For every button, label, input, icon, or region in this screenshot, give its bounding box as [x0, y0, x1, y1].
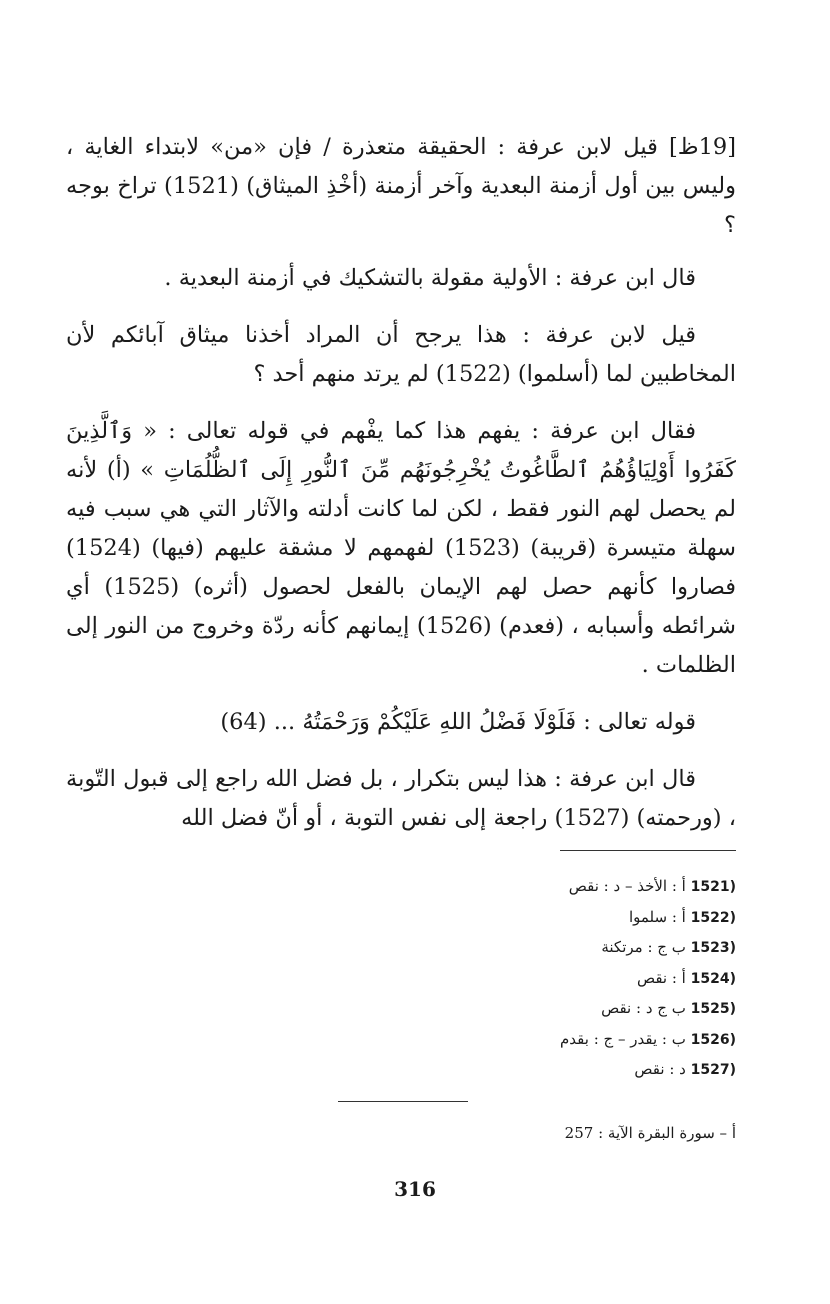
footnote-text: ب : يقدر – ج : بقدم — [560, 1029, 686, 1048]
paragraph-3: قيل لابن عرفة : هذا يرجح أن المراد أخذنا ميثاق آبائكم لأن المخاطبين لما (أسلموا) (1522) لم يرتد منهم أحد ؟ — [66, 322, 736, 387]
main-text — [66, 128, 736, 856]
footnote-item — [396, 903, 736, 934]
footnote-number: (1524 — [690, 970, 736, 987]
footnote-item — [396, 1055, 736, 1086]
footnote-item — [396, 933, 736, 964]
reference-separator — [338, 1101, 468, 1102]
page-number: 316 — [394, 1177, 436, 1201]
footnote-text: ب ج د : نقص — [601, 999, 686, 1017]
paragraph-4: فقال ابن عرفة : يفهم هذا كما يفْهم في قوله تعالى : « وَٱلَّذِينَ كَفَرُوا أَوْلِيَاؤُهُمُ ٱلطَّاغُوتُ يُخْرِجُونَهُم مِّنَ ٱلنُّورِ إِلَى ٱلظُّلُمَاتِ » (أ) لأنه لم يحصل لهم النور فقط ، لكن لما كانت أدلته والآثار التي هي سبب فيه سهلة متيسرة (قريبة) (1523) لفهمهم لا مشقة عليهم (فيها) (1524) فصاروا كأنهم حصل لهم الإيمان بالفعل لحصول (أثره) (1525) أي شرائطه وأسبابه ، (فعدم) (1526) إيمانهم كأنه ردّة وخروج من النور إلى الظلمات . — [66, 418, 737, 678]
paragraph-6: قال ابن عرفة : هذا ليس بتكرار ، بل فضل الله راجع إلى قبول التّوبة ، (ورحمته) (1527) راجعة إلى نفس التوبة ، أو أنّ فضل الله — [66, 766, 736, 831]
footnote-item — [396, 994, 736, 1025]
footnote-text: أ : نقص — [636, 968, 686, 987]
footnote-number: (1521 — [690, 879, 736, 895]
footnote-separator — [560, 850, 736, 851]
footnote-number: (1525 — [690, 1001, 736, 1017]
footnote-item — [396, 964, 736, 995]
paragraph-5-verse: قوله تعالى : فَلَوْلَا فَضْلُ اللهِ عَلَيْكُمْ وَرَحْمَتُهُ ... (64) — [220, 709, 696, 735]
quran-reference: أ – سورة البقرة الآية : 257 — [564, 1124, 736, 1142]
footnote-item — [396, 872, 736, 903]
footnote-number: (1526 — [690, 1031, 736, 1048]
footnote-number: (1523 — [690, 940, 736, 956]
footnote-number: (1527 — [690, 1062, 736, 1078]
footnote-item — [396, 1025, 736, 1056]
footnote-text: أ : الأخذ – د : نقص — [568, 877, 686, 895]
paragraph-2: قال ابن عرفة : الأولية مقولة بالتشكيك في أزمنة البعدية . — [164, 265, 696, 291]
paragraph-1: [19ظ] قيل لابن عرفة : الحقيقة متعذرة / فإن «من» لابتداء الغاية ، وليس بين أول أزمنة البعدية وآخر أزمنة (أخْذِ الميثاق) (1521) تراخ بوجه ؟ — [66, 134, 736, 238]
footnote-text: أ : سلموا — [628, 907, 686, 926]
footnote-number: (1522 — [690, 909, 736, 926]
footnotes-list — [396, 872, 736, 1086]
footnote-text: ب ج : مرتكنة — [601, 938, 686, 956]
footnote-text: د : نقص — [634, 1060, 686, 1078]
